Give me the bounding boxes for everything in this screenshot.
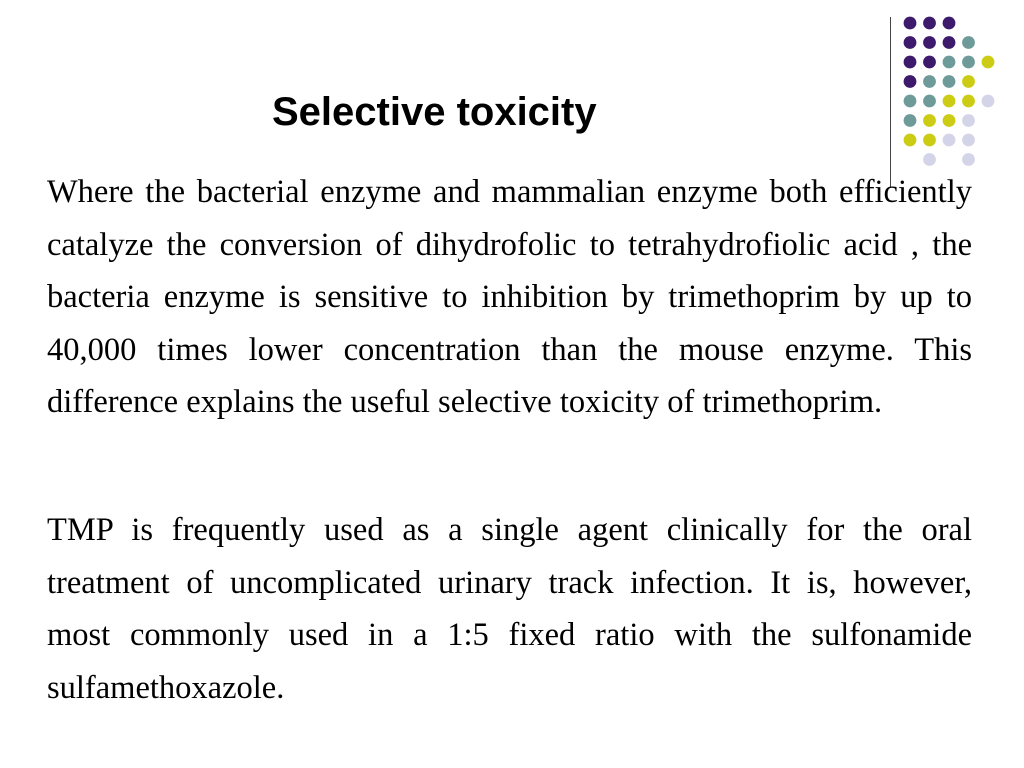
decorative-dot-teal [923,95,936,108]
decorative-dot-teal [962,56,975,69]
decorative-dot-purple [904,17,917,30]
decorative-dot-teal [943,56,956,69]
decorative-dot-yellow [923,134,936,147]
decorative-dot-lavender [923,153,936,166]
decorative-dot-yellow [962,95,975,108]
decorative-dot-purple [923,36,936,49]
decorative-dot-lavender [982,95,995,108]
decorative-divider [890,17,891,187]
decorative-dot-yellow [982,56,995,69]
decorative-dot-purple [904,75,917,88]
decorative-dot-purple [923,56,936,69]
decorative-dot-teal [904,114,917,127]
decorative-dot-purple [943,36,956,49]
decorative-dot-teal [923,75,936,88]
decorative-dot-yellow [943,114,956,127]
decorative-dot-purple [904,56,917,69]
decorative-dot-teal [904,95,917,108]
slide-title: Selective toxicity [272,90,597,134]
decorative-dot-purple [904,36,917,49]
body-paragraph-selective-toxicity: Where the bacterial enzyme and mammalian enzyme both efficiently catalyze the conversion of dihydrofolic to tetrahydrofiolic acid , the bacteria enzyme is sensitive to inhibition by trimethoprim by up to 40,000 times lower concentration than the mouse enzyme. This difference explains the useful selective toxicity of trimethoprim. [47,174,972,420]
decorative-dot-yellow [904,134,917,147]
body-paragraph-tmp-usage: TMP is frequently used as a single agent clinically for the oral treatment of uncomplicated urinary track infection. It is, however, most commonly used in a 1:5 fixed ratio with the sulfonamide sulfamethoxazole. [47,512,972,706]
decorative-dot-lavender [962,153,975,166]
decorative-dot-lavender [962,114,975,127]
decorative-dot-purple [923,17,936,30]
decorative-dot-lavender [943,134,956,147]
decorative-dot-grid [902,14,1018,170]
decorative-dot-yellow [923,114,936,127]
decorative-dot-teal [943,75,956,88]
decorative-dot-purple [943,17,956,30]
decorative-dot-yellow [962,75,975,88]
decorative-dot-lavender [962,134,975,147]
decorative-dot-yellow [943,95,956,108]
decorative-dot-teal [962,36,975,49]
